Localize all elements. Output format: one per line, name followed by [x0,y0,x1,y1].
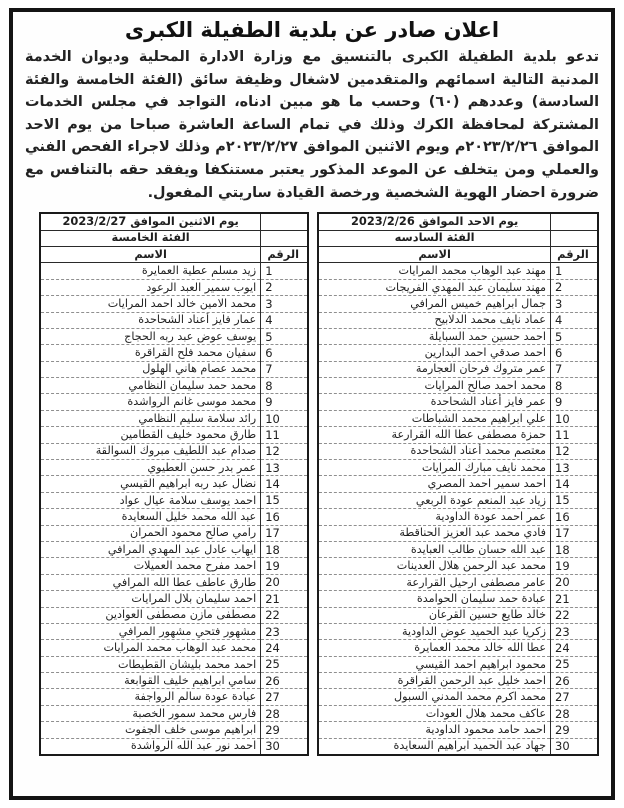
table-row [318,705,598,721]
row-name: ابراهيم موسى خلف الجفوت [40,722,261,738]
table-row [40,591,308,607]
row-number: 4 [261,312,309,328]
row-name: محمد عصام هاني الهلول [40,361,261,377]
row-number: 22 [551,607,599,623]
row-name: عمر بدر حسن العطيوي [40,460,261,476]
row-name: محمد نايف مبارك المرايات [318,460,550,476]
table-row [40,279,308,295]
row-name: احمد نور عبد الله الرواشدة [40,738,261,755]
row-number: 27 [261,689,309,705]
row-number: 21 [261,591,309,607]
table-row [40,492,308,508]
row-number: 15 [551,492,599,508]
row-name: مهند سليمان عبد المهدي الفريجات [318,279,550,295]
row-number: 10 [551,410,599,426]
row-number: 22 [261,607,309,623]
table-row [40,394,308,410]
row-name: محمد موسى غانم الرواشدة [40,394,261,410]
row-number: 15 [261,492,309,508]
table-row [318,476,598,492]
table-row [40,476,308,492]
table-row [318,607,598,623]
table-row [40,673,308,689]
row-number: 4 [551,312,599,328]
row-number: 25 [551,656,599,672]
row-number: 2 [551,279,599,295]
row-name: معتصم محمد أعناد الشحاحدة [318,443,550,459]
row-number: 19 [551,558,599,574]
table-row [40,640,308,656]
row-number: 17 [551,525,599,541]
row-number: 26 [261,673,309,689]
table-row [318,656,598,672]
row-name: نضال عبد ربه ابراهيم القيسي [40,476,261,492]
table-row [318,312,598,328]
table-row [318,558,598,574]
row-name: عماد نايف محمد الدلابيح [318,312,550,328]
table-row [318,492,598,508]
row-number: 5 [551,328,599,344]
row-number: 24 [261,640,309,656]
row-name: عبد الله حسان طالب العبايدة [318,541,550,557]
table-row [318,296,598,312]
row-name: مشهور فتحي مشهور المرافي [40,623,261,639]
row-number: 30 [551,738,599,755]
table-row [318,689,598,705]
table-row [40,558,308,574]
row-name: مهند عبد الوهاب محمد المرايات [318,263,550,279]
table-row [40,656,308,672]
category-header: الفئة السادسه [318,230,550,246]
table-row [318,410,598,426]
row-number: 1 [261,263,309,279]
row-name: يوسف عوض عبد ربه الحجاج [40,328,261,344]
table-row [318,509,598,525]
row-number: 23 [261,623,309,639]
table-row [40,607,308,623]
row-name: فارس محمد سمور الخصبة [40,705,261,721]
row-name: جهاد عبد الحميد ابراهيم السعايدة [318,738,550,755]
row-name: ايوب سمير العبد الرعود [40,279,261,295]
row-number: 19 [261,558,309,574]
column-header-row [40,246,308,262]
table-row [40,705,308,721]
table-row [318,378,598,394]
number-column-header: الرقم [261,246,309,262]
row-name: احمد سمير احمد المصري [318,476,550,492]
row-name: محمد حمد سليمان النظامي [40,378,261,394]
table-row [40,541,308,557]
table-row [318,361,598,377]
table-row [318,525,598,541]
row-name: محمد عبد الرحمن هلال العدينات [318,558,550,574]
category-header-row [318,230,598,246]
table-row [318,623,598,639]
row-name: خالد طايع حسين القرعان [318,607,550,623]
table-row [318,443,598,459]
row-number: 11 [551,427,599,443]
table-row [40,574,308,590]
table-row [40,263,308,279]
row-name: زيد مسلم عطية العمايرة [40,263,261,279]
category-header-row [40,230,308,246]
row-name: محمود ابراهيم احمد القيسي [318,656,550,672]
row-name: عمر فايز أعناد الشحاحدة [318,394,550,410]
row-name: محمد عبد الوهاب محمد المرايات [40,640,261,656]
row-name: عاكف محمد هلال العودات [318,705,550,721]
row-number: 8 [261,378,309,394]
row-name: احمد خليل عبد الرحمن القراقرة [318,673,550,689]
row-number: 17 [261,525,309,541]
row-name: زكريا عبد الحميد عوض الداودية [318,623,550,639]
row-number: 28 [551,705,599,721]
row-number: 9 [261,394,309,410]
row-name: طارق محمود خليف القطامين [40,427,261,443]
row-name: ايهاب عادل عبد المهدي المرافي [40,541,261,557]
row-number: 18 [551,541,599,557]
announcement-body: تدعو بلدية الطفيلة الكبرى بالتنسيق مع وزارة الادارة المحلية وديوان الخدمة المدنية التالية اسمائهم والمتقدمين لاشغال وظيفة سائق (الفئة الخامسة والفئة السادسة) وعددهم (٦٠) وحسب ما هو مبين ادناه، التواجد في مجلس الخدمات المشتركة لمحافظة الكرك وذلك في تمام الساعة العاشرة صباحا من يوم الاحد الموافق ٢٠٢٣/٢/٢٦م ويوم الاثنين الموافق ٢٠٢٣/٢/٢٧م وذلك لاجراء الفحص الفني والعملي ومن يتخلف عن الموعد المذكور يعتبر مستنكفا ويفقد حقه بالتنافس مع ضرورة احضار الهوية الشخصية ورخصة القيادة ساريتي المفعول. [25,49,600,201]
row-number: 12 [551,443,599,459]
table-row [40,312,308,328]
table-row [40,410,308,426]
row-number: 23 [551,623,599,639]
table-row [318,738,598,755]
table-body-sixth [318,213,598,755]
row-number: 10 [261,410,309,426]
table-row [318,427,598,443]
table-row [40,738,308,755]
tables-container [23,210,601,756]
row-number: 5 [261,328,309,344]
table-row [318,722,598,738]
table-row [318,541,598,557]
table-row [318,574,598,590]
row-number: 20 [551,574,599,590]
row-name: احمد يوسف سلامة عيال عواد [40,492,261,508]
number-column-header: الرقم [551,246,599,262]
empty-corner-cell [261,230,309,246]
row-number: 7 [261,361,309,377]
table-row [318,328,598,344]
category-header: الفئة الخامسة [40,230,261,246]
row-name: عامر مصطفى ارحيل القرارعة [318,574,550,590]
empty-corner-cell [551,230,599,246]
row-number: 21 [551,591,599,607]
row-number: 24 [551,640,599,656]
row-name: احمد محمد بليشان القطيطات [40,656,261,672]
row-name: احمد سليمان بلال المرايات [40,591,261,607]
table-row [318,673,598,689]
row-name: طارق عاطف عطا الله المرافي [40,574,261,590]
empty-corner-cell [261,213,309,230]
row-name: عمار فايز أعناد الشحاحدة [40,312,261,328]
table-row [40,361,308,377]
table-row [40,509,308,525]
table-row [40,328,308,344]
row-number: 29 [551,722,599,738]
table-row [318,394,598,410]
table-row [318,263,598,279]
row-name: فادي محمد عبد العزيز الحناقطة [318,525,550,541]
row-number: 27 [551,689,599,705]
row-name: عبد الله محمد خليل السعايدة [40,509,261,525]
row-name: علي ابراهيم محمد الشباطات [318,410,550,426]
table-row [40,443,308,459]
table-row [40,689,308,705]
table-row [318,345,598,361]
row-number: 18 [261,541,309,557]
row-number: 1 [551,263,599,279]
row-number: 8 [551,378,599,394]
row-number: 6 [551,345,599,361]
table-row [40,722,308,738]
date-header-row [40,213,308,230]
name-column-header: الاسم [40,246,261,262]
row-name: رامي صالح محمود الحمران [40,525,261,541]
row-name: عبادة عودة سالم الرواجفة [40,689,261,705]
row-name: احمد مفرح محمد العميلات [40,558,261,574]
table-body-fifth [40,213,308,755]
row-name: محمد اكرم محمد المدني السبول [318,689,550,705]
row-name: رائد سلامة سليم النظامي [40,410,261,426]
row-number: 29 [261,722,309,738]
row-name: زياد عبد المنعم عودة الربعي [318,492,550,508]
row-name: سفيان محمد فلح القراقرة [40,345,261,361]
row-name: محمد احمد صالح المرايات [318,378,550,394]
row-name: مصطفى مازن مصطفى العوادين [40,607,261,623]
row-name: احمد حامد محمود الداودية [318,722,550,738]
table-row [40,623,308,639]
row-number: 3 [551,296,599,312]
date-header-row [318,213,598,230]
row-number: 12 [261,443,309,459]
table-row [40,460,308,476]
row-number: 16 [551,509,599,525]
row-number: 2 [261,279,309,295]
table-row [40,296,308,312]
date-header: يوم الاثنين الموافق 2023/2/27 [40,213,261,230]
row-number: 3 [261,296,309,312]
table-row [318,279,598,295]
row-number: 13 [261,460,309,476]
row-number: 30 [261,738,309,755]
row-number: 26 [551,673,599,689]
table-row [40,525,308,541]
table-row [40,427,308,443]
row-name: عمر متروك فرحان العجارمة [318,361,550,377]
row-name: عبادة حمد سليمان الحوامدة [318,591,550,607]
table-row [40,345,308,361]
row-name: سامي ابراهيم خليف القوابعة [40,673,261,689]
schedule-table-fifth-category [39,212,309,756]
row-number: 9 [551,394,599,410]
name-column-header: الاسم [318,246,550,262]
row-name: احمد حسين حمد السبايلة [318,328,550,344]
row-name: جمال ابراهيم خميس المرافي [318,296,550,312]
document-frame [9,8,615,800]
row-number: 7 [551,361,599,377]
row-name: حمزة مصطفى عطا الله القرارعة [318,427,550,443]
table-row [40,378,308,394]
row-number: 16 [261,509,309,525]
table-row [318,460,598,476]
column-header-row [318,246,598,262]
row-number: 25 [261,656,309,672]
row-number: 28 [261,705,309,721]
page-title: اعلان صادر عن بلدية الطفيلة الكبرى [124,18,500,42]
schedule-table-sixth-category [317,212,599,756]
row-name: عطا الله خالد محمد العمايرة [318,640,550,656]
row-name: صدام عبد اللطيف مبروك السوالقة [40,443,261,459]
row-number: 6 [261,345,309,361]
table-row [318,591,598,607]
empty-corner-cell [551,213,599,230]
table-row [318,640,598,656]
row-number: 14 [261,476,309,492]
date-header: يوم الاحد الموافق 2023/2/26 [318,213,550,230]
row-number: 14 [551,476,599,492]
row-number: 11 [261,427,309,443]
row-number: 20 [261,574,309,590]
row-name: عمر احمد عودة الداودية [318,509,550,525]
row-name: احمد صدقي احمد البدارين [318,345,550,361]
row-number: 13 [551,460,599,476]
row-name: محمد الامين خالد احمد المرايات [40,296,261,312]
